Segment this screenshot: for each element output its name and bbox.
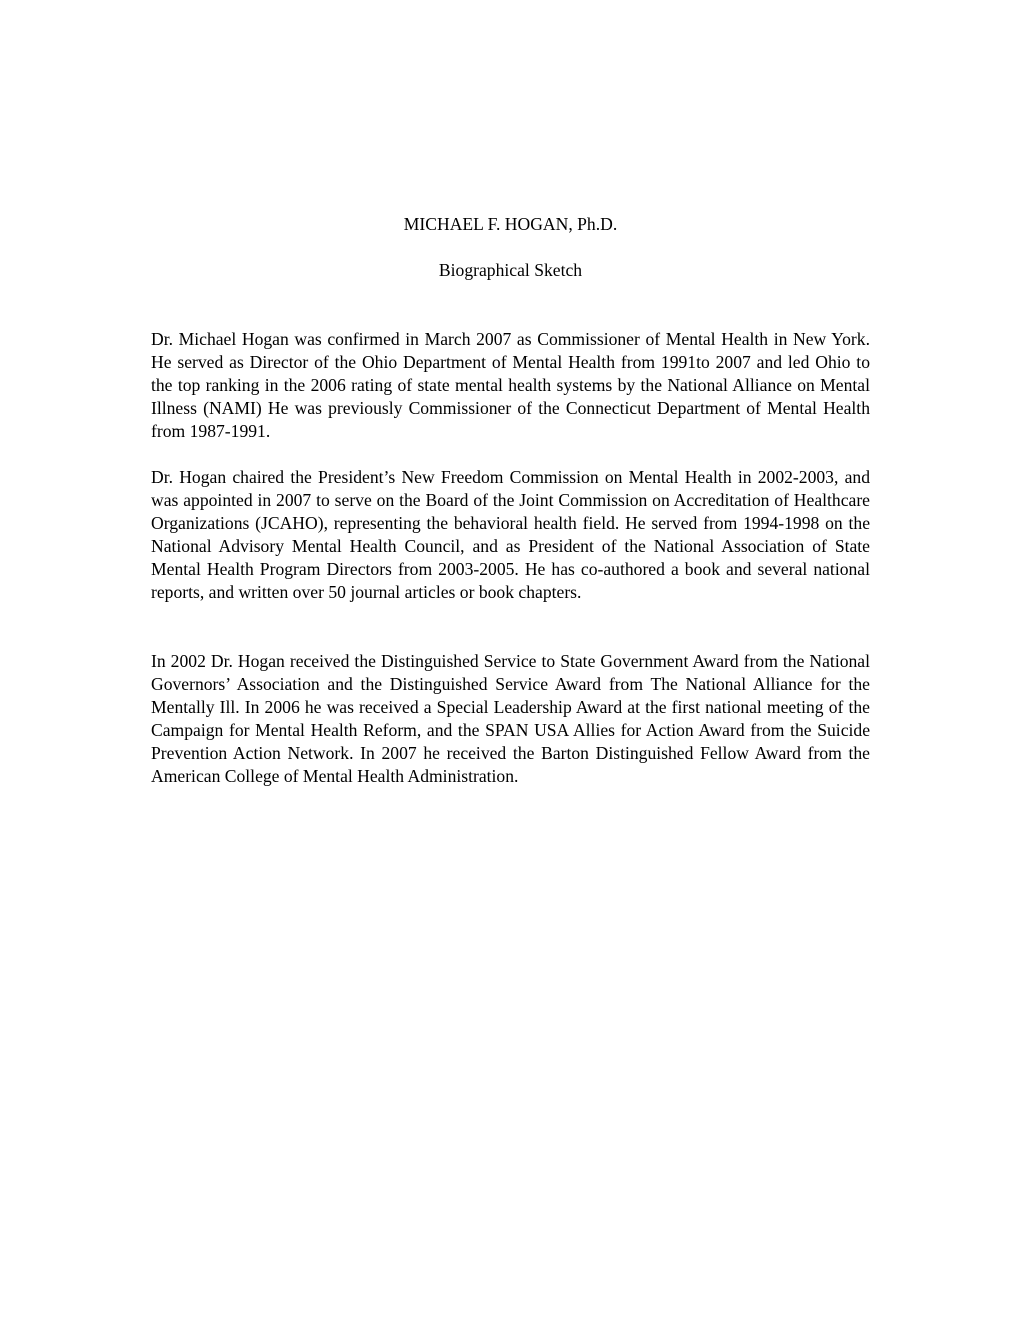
bio-paragraph-1: Dr. Michael Hogan was confirmed in March 2007 as Commissioner of Mental Health in New York. He served as Director of the Ohio Department of Mental Health from 1991to 2007 and led Ohio to the top ranking in the 2006 rating of state mental health systems by the National Alliance on Mental Illness (NAMI) He was previously Commissioner of the Connecticut Department of Mental Health from 1987-1991. [151,329,870,441]
document-title: MICHAEL F. HOGAN, Ph.D. [403,214,618,234]
bio-paragraph-3: In 2002 Dr. Hogan received the Distinguished Service to State Government Award from the National Governors’ Association and the Distinguished Service Award from The National Alliance for the Mentally Ill. In 2006 he was received a Special Leadership Award at the first national meeting of the Campaign for Mental Health Reform, and the SPAN USA Allies for Action Award from the Suicide Prevention Action Network. In 2007 he received the Barton Distinguished Fellow Award from the American College of Mental Health Administration. [151,651,870,786]
document-subtitle: Biographical Sketch [438,260,583,280]
bio-paragraph-2: Dr. Hogan chaired the President’s New Freedom Commission on Mental Health in 2002-2003, and was appointed in 2007 to serve on the Board of the Joint Commission on Accreditation of Healthcare Organizations (JCAHO), representing the behavioral health field. He served from 1994-1998 on the National Advisory Mental Health Council, and as President of the National Association of State Mental Health Program Directors from 2003-2005. He has co-authored a book and several national reports, and written over 50 journal articles or book chapters. [151,467,870,602]
